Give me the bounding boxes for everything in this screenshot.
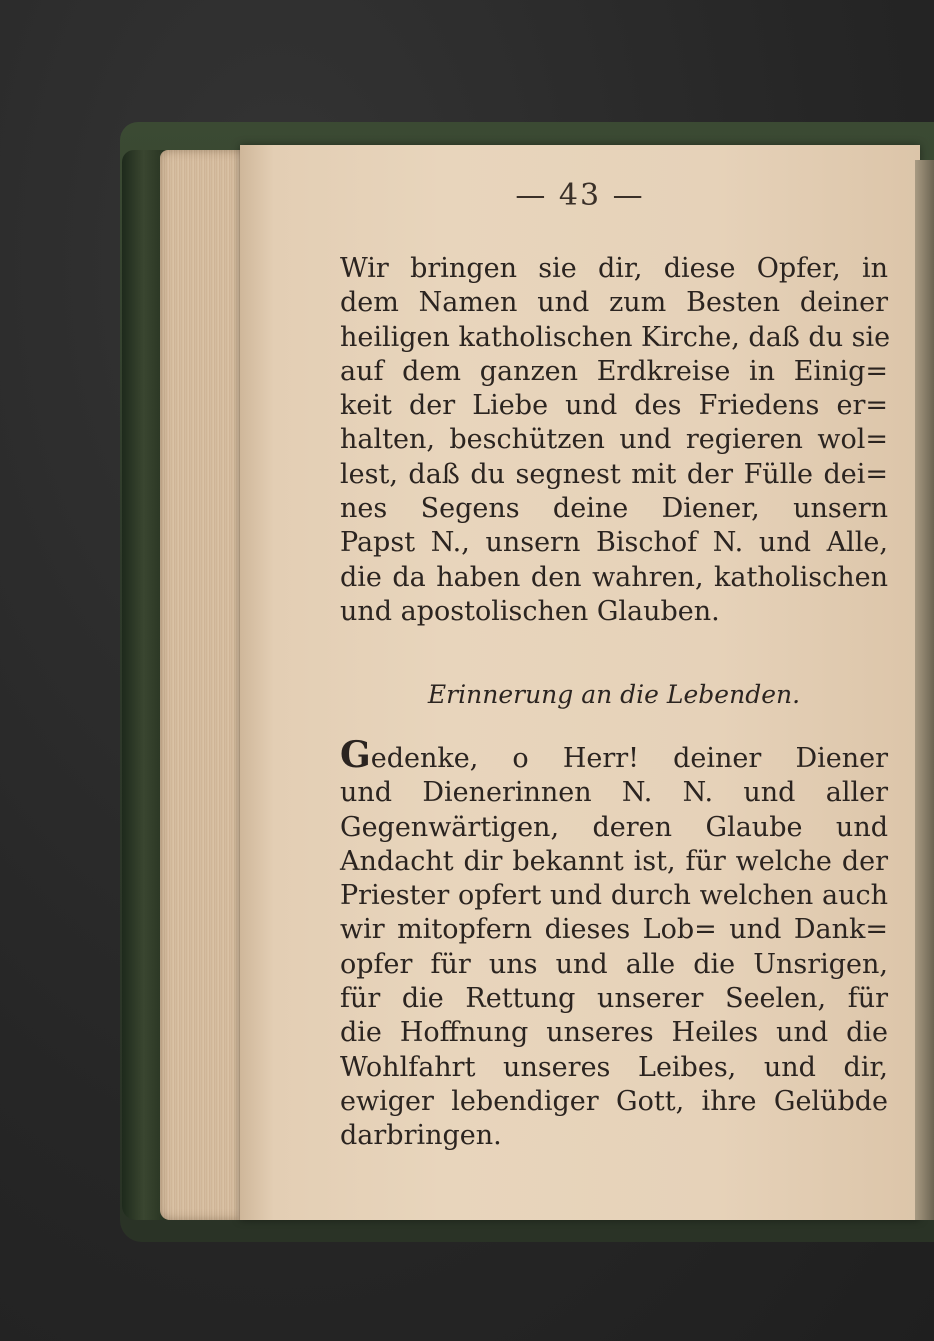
first-line-rest: edenke, o Herr! deiner Diener — [370, 743, 888, 774]
text-line-first — [340, 734, 888, 776]
text-line: Wohlfahrt unseres Leibes, und dir, — [340, 1051, 888, 1083]
paragraph-offering — [340, 252, 891, 629]
facing-page-edge — [915, 160, 934, 1220]
text-line: Papst N., unsern Bischof N. und Alle, — [340, 527, 888, 559]
section-heading: Erinnerung an die Lebenden. — [427, 680, 801, 709]
text-line: Priester opfert und durch welchen auch — [340, 880, 888, 912]
text-line: keit der Liebe und des Friedens er= — [340, 390, 888, 422]
text-line: ewiger lebendiger Gott, ihre Gelübde — [340, 1085, 888, 1117]
text-line: wir mitopfern dieses Lob= und Dank= — [340, 914, 888, 946]
text-line: und Dienerinnen N. N. und aller — [340, 777, 888, 809]
text-line: heiligen katholischen Kirche, daß du sie — [340, 321, 891, 353]
text-line: darbringen. — [340, 1120, 502, 1152]
text-line: Gegenwärtigen, deren Glaube und — [340, 811, 888, 843]
text-line: nes Segens deine Diener, unsern — [340, 493, 888, 525]
text-line: halten, beschützen und regieren wol= — [340, 424, 888, 456]
text-line: die Hoffnung unseres Heiles und die — [340, 1017, 888, 1049]
text-line: Wir bringen sie dir, diese Opfer, in — [340, 253, 888, 284]
paragraph-remembrance — [340, 734, 888, 1154]
text-line: für die Rettung unserer Seelen, für — [340, 983, 888, 1015]
text-line: Andacht dir bekannt ist, für welche der — [340, 845, 888, 877]
text-line: und apostolischen Glauben. — [340, 595, 720, 627]
page-number: — 43 — — [515, 178, 645, 213]
text-line: opfer für uns und alle die Unsrigen, — [340, 948, 888, 980]
text-line: lest, daß du segnest mit der Fülle dei= — [340, 458, 888, 490]
drop-cap: G — [340, 734, 371, 776]
text-line: dem Namen und zum Besten deiner — [340, 287, 888, 319]
text-line: auf dem ganzen Erdkreise in Einig= — [340, 355, 888, 387]
text-line: die da haben den wahren, katholischen — [340, 561, 888, 593]
